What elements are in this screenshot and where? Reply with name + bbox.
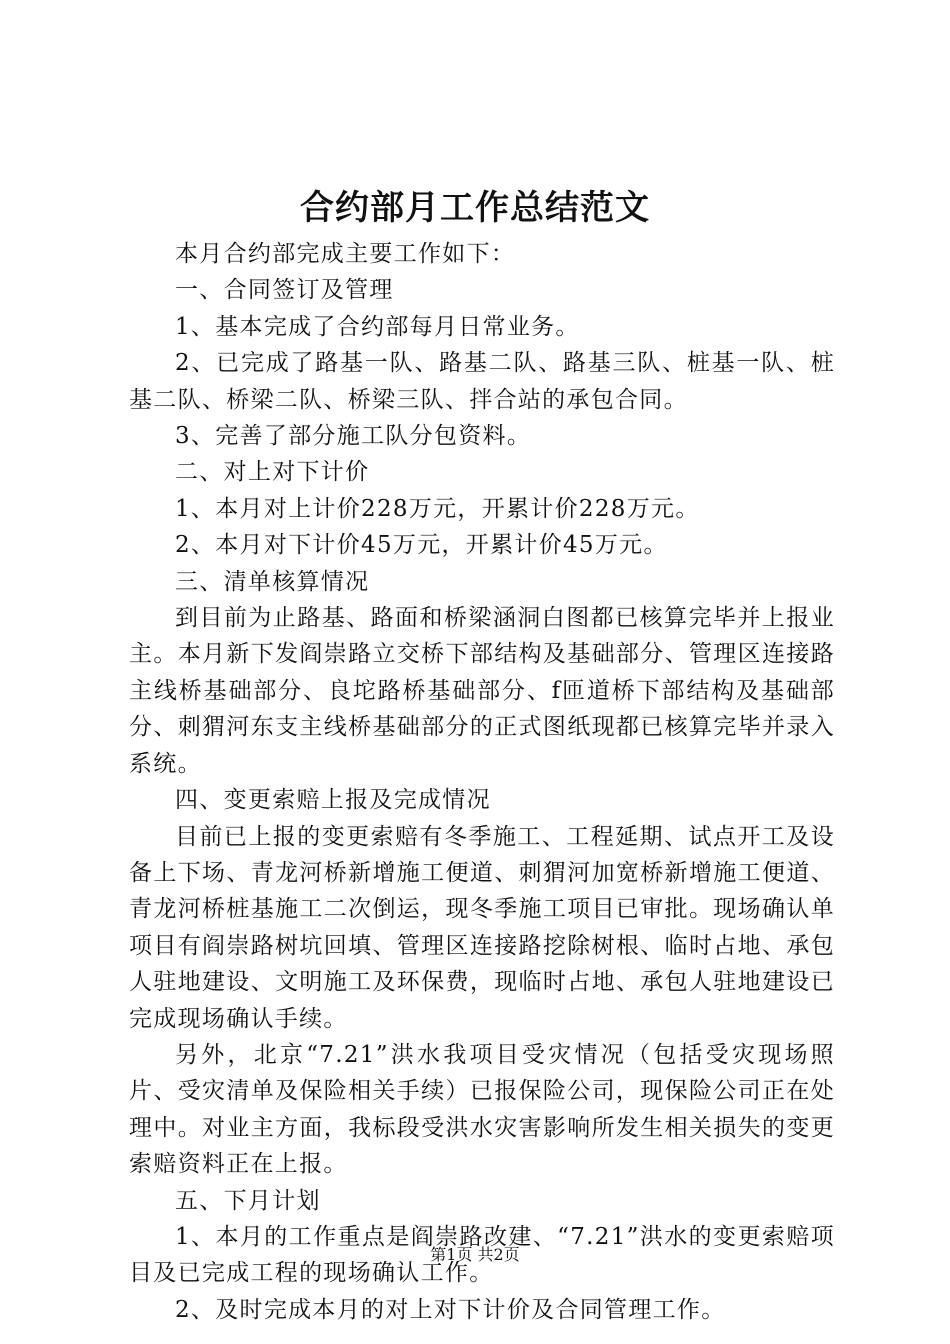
list-item: 2、及时完成本月的对上对下计价及合同管理工作。: [175, 1296, 726, 1323]
list-item: 1、本月的工作重点是阎崇路改建、“7.21”洪水的变更索赔项目及已完成工程的现场确认工作。: [129, 1223, 835, 1287]
list-item: 1、基本完成了合约部每月日常业务。: [175, 313, 580, 340]
document-title: 合约部月工作总结范文: [300, 188, 650, 228]
body-paragraph: 目前已上报的变更索赔有冬季施工、工程延期、试点开工及设备上下场、青龙河桥新增施工便道、刺猬河加宽桥新增施工便道、青龙河桥桩基施工二次倒运，现冬季施工项目已审批。现场确认单项目有阎崇路树坑回填、管理区连接路挖除树根、临时占地、承包人驻地建设、文明施工及环保费，现临时占地、承包人驻地建设已完成现场确认手续。: [129, 823, 835, 1032]
list-item: 1、本月对上计价228万元，开累计价228万元。: [175, 495, 700, 522]
section-heading-3: 三、清单核算情况: [175, 568, 370, 595]
list-item: 3、完善了部分施工队分包资料。: [175, 423, 532, 450]
body-paragraph: 另外，北京“7.21”洪水我项目受灾情况（包括受灾现场照片、受灾清单及保险相关手续）已报保险公司，现保险公司正在处理中。对业主方面，我标段受洪水灾害影响所发生相关损失的变更索赔资料正在上报。: [129, 1041, 835, 1178]
section-heading-1: 一、合同签订及管理: [175, 277, 394, 304]
document-body: [129, 236, 835, 1328]
page-number-footer: 第1页 共2页: [430, 1245, 520, 1264]
list-item: 2、本月对下计价45万元，开累计价45万元。: [175, 532, 668, 559]
list-item: 2、已完成了路基一队、路基二队、路基三队、桩基一队、桩基二队、桥梁二队、桥梁三队、拌合站的承包合同。: [129, 350, 835, 413]
body-paragraph: 到目前为止路基、路面和桥梁涵洞白图都已核算完毕并上报业主。本月新下发阎崇路立交桥下部结构及基础部分、管理区连接路主线桥基础部分、良坨路桥基础部分、f匝道桥下部结构及基础部分、刺猬河东支主线桥基础部分的正式图纸现都已核算完毕并录入系统。: [129, 605, 835, 777]
section-heading-2: 二、对上对下计价: [175, 459, 370, 486]
section-heading-4: 四、变更索赔上报及完成情况: [175, 787, 491, 814]
intro-paragraph: 本月合约部完成主要工作如下：: [175, 241, 516, 267]
section-heading-5: 五、下月计划: [175, 1187, 321, 1214]
